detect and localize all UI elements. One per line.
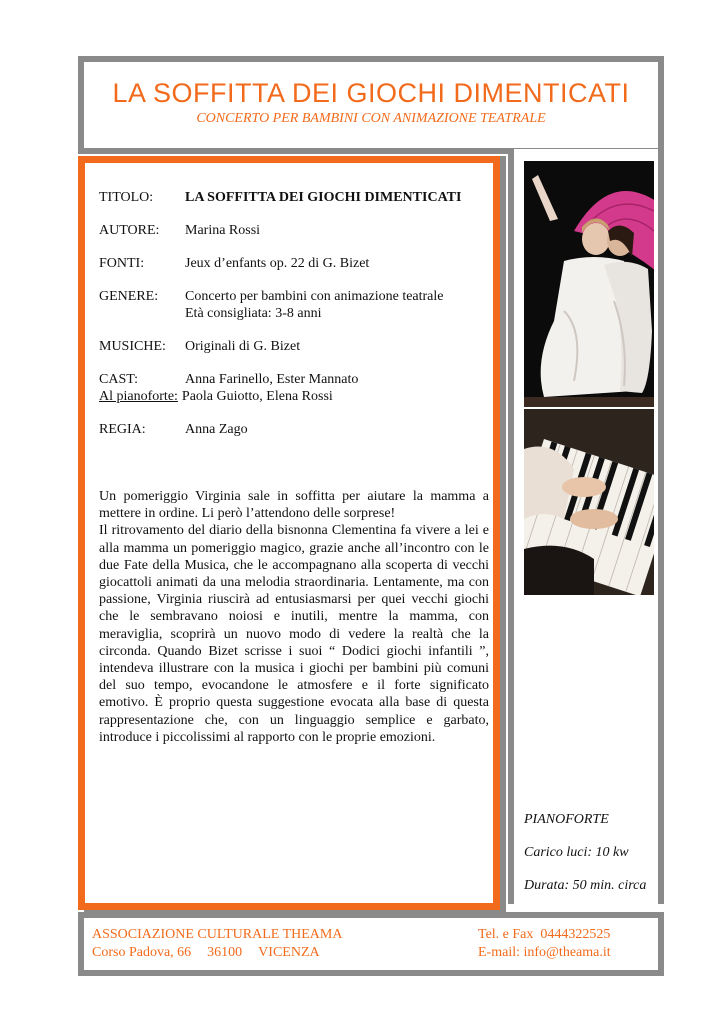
- field-value: Anna Zago: [185, 422, 248, 437]
- footer-box: [78, 912, 664, 976]
- piano-photo: [524, 409, 654, 595]
- address-street: Corso Padova, 66: [92, 945, 192, 960]
- tech-lights: Carico luci: 10 kw: [524, 845, 629, 860]
- main-content-box: [78, 156, 500, 910]
- address-cap: 36100: [207, 945, 243, 960]
- field-musiche: [99, 338, 489, 355]
- field-genere: [99, 288, 489, 322]
- field-value-age: Età consigliata: 3-8 anni: [185, 306, 322, 321]
- story-text: [99, 488, 489, 746]
- performers-photo: [524, 161, 654, 407]
- field-label: FONTI:: [99, 256, 145, 271]
- contact-phone: Tel. e Fax 0444322525: [478, 927, 611, 942]
- field-value: Marina Rossi: [185, 223, 261, 238]
- side-column: [508, 149, 664, 904]
- story-paragraph: Un pomeriggio Virginia sale in soffitta per aiutare la mamma a mettere in ordine. Li però l’attendono delle sorprese!: [99, 489, 489, 522]
- technical-info: [524, 811, 658, 910]
- tech-instrument: PIANOFORTE: [524, 812, 609, 827]
- field-label: CAST:: [99, 372, 138, 387]
- page-subtitle: CONCERTO PER BAMBINI CON ANIMAZIONE TEATRALE: [196, 111, 546, 126]
- header-box: [78, 56, 664, 154]
- field-value: Paola Guiotto, Elena Rossi: [181, 389, 333, 404]
- field-value: Anna Farinello, Ester Mannato: [185, 372, 359, 387]
- info-fields: [99, 189, 489, 454]
- contact-email: E-mail: info@theama.it: [478, 945, 611, 960]
- field-value: Originali di G. Bizet: [185, 339, 301, 354]
- org-address: [92, 944, 342, 962]
- story-paragraph: Il ritrovamento del diario della bisnonna Clementina fa vivere a lei e alla mamma un pomeriggio magico, grazie anche all’incontro con le due Fate della Musica, che le accompagnano alla scoperta di vecchi giocattoli animati da una melodia straordinaria. Lentamente, ma con passione, Virginia riuscirà ad entusiasmarsi per quei vecchi giochi che le sembravano noiosi e inutili, mentre la mamma, con meraviglia, scoprirà un nuovo modo di vedere la realtà che la circonda. Quando Bizet scrisse i suoi “ Dodici giochi infantili ”, intendeva illustrare con la musica i giochi per bambini più comuni del suo tempo, evocandone le atmosfere e il forte significato emotivo. È proprio questa suggestione evocata alla base di questa rappresentazione che, con un linguaggio semplice e garbato, introduce i piccolissimi al rapporto con le proprie emozioni.: [99, 523, 489, 745]
- field-value: Concerto per bambini con animazione teatrale: [185, 289, 444, 304]
- field-cast: [99, 371, 489, 388]
- field-value: LA SOFFITTA DEI GIOCHI DIMENTICATI: [185, 190, 462, 205]
- field-value: Jeux d’enfants op. 22 di G. Bizet: [185, 256, 370, 271]
- field-label: Al pianoforte:: [99, 389, 178, 404]
- performers-with-umbrella-image: [524, 161, 654, 407]
- field-label: TITOLO:: [99, 190, 154, 205]
- address-city: VICENZA: [258, 945, 320, 960]
- field-label: REGIA:: [99, 422, 146, 437]
- field-label: GENERE:: [99, 289, 159, 304]
- field-fonti: [99, 255, 489, 272]
- field-titolo: [99, 189, 489, 206]
- field-regia: [99, 421, 489, 438]
- field-label: AUTORE:: [99, 223, 160, 238]
- field-label: MUSICHE:: [99, 339, 166, 354]
- field-pianoforte: [99, 388, 489, 405]
- hands-on-piano-image: [524, 409, 654, 595]
- org-name: ASSOCIAZIONE CULTURALE THEAMA: [92, 927, 343, 942]
- field-autore: [99, 222, 489, 239]
- page-title: LA SOFFITTA DEI GIOCHI DIMENTICATI: [112, 78, 630, 108]
- tech-duration: Durata: 50 min. circa: [524, 878, 647, 893]
